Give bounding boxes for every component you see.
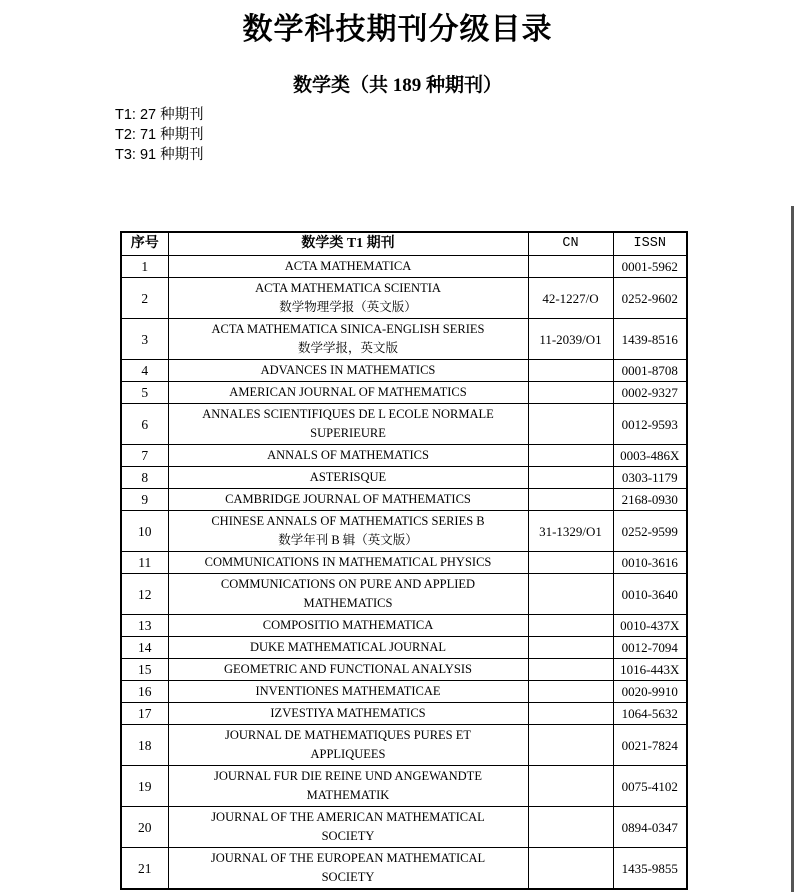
journal-name-cell [168,725,528,766]
journal-name-cell [168,511,528,552]
row-index-cell: 20 [121,807,168,848]
journal-name-line: 数学年刊 B 辑（英文版） [278,533,418,547]
journal-name-line: APPLIQUEES [310,747,386,761]
journal-name-cell [168,615,528,637]
journal-name-cell [168,256,528,278]
table-row [121,278,687,319]
cn-cell [528,256,613,278]
table-row [121,574,687,615]
row-index-cell: 19 [121,766,168,807]
journal-name-line: ACTA MATHEMATICA SINICA-ENGLISH SERIES [211,322,485,336]
journal-name-line: CHINESE ANNALS OF MATHEMATICS SERIES B [211,514,485,528]
journal-name-line: 数学物理学报（英文版） [279,300,417,314]
journal-name-cell [168,807,528,848]
journal-name-line: 数学学报，英文版 [297,341,398,355]
journal-name-cell [168,703,528,725]
journal-name-line: COMMUNICATIONS ON PURE AND APPLIED [220,577,476,591]
cn-cell [528,404,613,445]
row-index-cell: 10 [121,511,168,552]
journal-name-line: MATHEMATICS [303,596,393,610]
row-index-cell: 2 [121,278,168,319]
journal-name-cell [168,445,528,467]
tier-count-t1: T1: 27 种期刊 [115,107,204,123]
table-row [121,319,687,360]
journal-name-line: JOURNAL OF THE AMERICAN MATHEMATICAL [211,810,485,824]
journal-name-cell [168,637,528,659]
journal-name-line: AMERICAN JOURNAL OF MATHEMATICS [229,385,467,399]
journal-name-cell [168,360,528,382]
row-index-cell: 18 [121,725,168,766]
issn-cell: 0252-9602 [613,278,687,319]
journal-name-cell [168,404,528,445]
tier-count-t2: T2: 71 种期刊 [115,127,204,143]
journal-name-line: JOURNAL FUR DIE REINE UND ANGEWANDTE [214,769,482,783]
cn-cell [528,807,613,848]
table-row [121,552,687,574]
journal-name-line: INVENTIONES MATHEMATICAE [255,684,441,698]
row-index-cell: 14 [121,637,168,659]
issn-cell: 1064-5632 [613,703,687,725]
journal-name-cell [168,574,528,615]
journal-name-line: GEOMETRIC AND FUNCTIONAL ANALYSIS [224,662,472,676]
cn-cell [528,360,613,382]
row-index-cell: 15 [121,659,168,681]
row-index-cell: 11 [121,552,168,574]
row-index-cell: 16 [121,681,168,703]
journal-name-line: DUKE MATHEMATICAL JOURNAL [249,640,447,654]
table-row [121,467,687,489]
journal-name-line: JOURNAL DE MATHEMATIQUES PURES ET [224,728,472,742]
row-index-cell: 3 [121,319,168,360]
journal-name-cell [168,681,528,703]
table-row [121,360,687,382]
issn-cell: 0012-7094 [613,637,687,659]
issn-cell: 0001-5962 [613,256,687,278]
journal-name-line: SOCIETY [321,829,375,843]
table-row [121,681,687,703]
table-row [121,445,687,467]
journal-name-line: SUPERIEURE [310,426,386,440]
journal-name-cell [168,467,528,489]
table-row [121,382,687,404]
issn-cell: 0303-1179 [613,467,687,489]
cn-cell [528,766,613,807]
issn-cell: 0003-486X [613,445,687,467]
cn-cell [528,382,613,404]
row-index-cell: 21 [121,848,168,890]
journal-name-cell [168,382,528,404]
journal-name-line: COMPOSITIO MATHEMATICA [262,618,434,632]
tier-counts [115,105,204,165]
table-row [121,637,687,659]
table-row [121,489,687,511]
header-journal: 数学类 T1 期刊 [168,232,528,256]
issn-cell: 0002-9327 [613,382,687,404]
issn-cell: 0252-9599 [613,511,687,552]
row-index-cell: 13 [121,615,168,637]
table-row [121,659,687,681]
journal-name-line: ANNALES SCIENTIFIQUES DE L ECOLE NORMALE [202,407,494,421]
issn-cell: 0012-9593 [613,404,687,445]
journal-name-line: ANNALS OF MATHEMATICS [267,448,429,462]
journal-name-line: ADVANCES IN MATHEMATICS [260,363,436,377]
cn-cell [528,637,613,659]
row-index-cell: 1 [121,256,168,278]
row-index-cell: 9 [121,489,168,511]
journal-name-line: ACTA MATHEMATICA [284,259,412,273]
header-cn: CN [528,232,613,256]
issn-cell: 2168-0930 [613,489,687,511]
issn-cell: 0020-9910 [613,681,687,703]
cn-cell [528,615,613,637]
table-row [121,404,687,445]
cn-cell [528,848,613,890]
category-subtitle: 数学类（共 189 种期刊） [292,75,502,96]
table-row [121,766,687,807]
journal-name-line: ASTERISQUE [309,470,387,484]
journal-name-line: CAMBRIDGE JOURNAL OF MATHEMATICS [225,492,471,506]
cn-cell [528,659,613,681]
issn-cell: 0075-4102 [613,766,687,807]
issn-cell: 0010-3640 [613,574,687,615]
cn-cell [528,445,613,467]
journal-name-line: COMMUNICATIONS IN MATHEMATICAL PHYSICS [204,555,492,569]
issn-cell: 0001-8708 [613,360,687,382]
journal-name-cell [168,552,528,574]
table-row [121,848,687,890]
table-row [121,256,687,278]
page-title: 数学科技期刊分级目录 [242,13,553,46]
issn-cell: 1439-8516 [613,319,687,360]
issn-cell: 0010-3616 [613,552,687,574]
issn-cell: 1016-443X [613,659,687,681]
journal-name-line: IZVESTIYA MATHEMATICS [270,706,426,720]
row-index-cell: 6 [121,404,168,445]
cn-cell: 42-1227/O [528,278,613,319]
row-index-cell: 5 [121,382,168,404]
header-issn: ISSN [613,232,687,256]
journal-name-cell [168,278,528,319]
cn-cell: 31-1329/O1 [528,511,613,552]
table-header-row [121,232,687,256]
journal-name-line: JOURNAL OF THE EUROPEAN MATHEMATICAL [210,851,486,865]
journal-name-line: MATHEMATIK [306,788,390,802]
issn-cell: 0021-7824 [613,725,687,766]
cn-cell [528,703,613,725]
journal-name-line: SOCIETY [321,870,375,884]
journal-name-cell [168,659,528,681]
journal-name-line: ACTA MATHEMATICA SCIENTIA [255,281,441,295]
journal-table [120,231,688,890]
cn-cell [528,552,613,574]
table-row [121,615,687,637]
cn-cell [528,489,613,511]
table-row [121,807,687,848]
journal-name-cell [168,319,528,360]
table-row [121,511,687,552]
cn-cell [528,725,613,766]
issn-cell: 0010-437X [613,615,687,637]
journal-name-cell [168,766,528,807]
cn-cell [528,574,613,615]
tier-count-t3: T3: 91 种期刊 [115,147,204,163]
cn-cell: 11-2039/O1 [528,319,613,360]
row-index-cell: 7 [121,445,168,467]
issn-cell: 1435-9855 [613,848,687,890]
page-edge-line [791,206,794,892]
row-index-cell: 8 [121,467,168,489]
table-row [121,703,687,725]
row-index-cell: 12 [121,574,168,615]
header-index: 序号 [121,232,168,256]
table-row [121,725,687,766]
cn-cell [528,681,613,703]
row-index-cell: 4 [121,360,168,382]
row-index-cell: 17 [121,703,168,725]
issn-cell: 0894-0347 [613,807,687,848]
journal-name-cell [168,848,528,890]
journal-name-cell [168,489,528,511]
cn-cell [528,467,613,489]
